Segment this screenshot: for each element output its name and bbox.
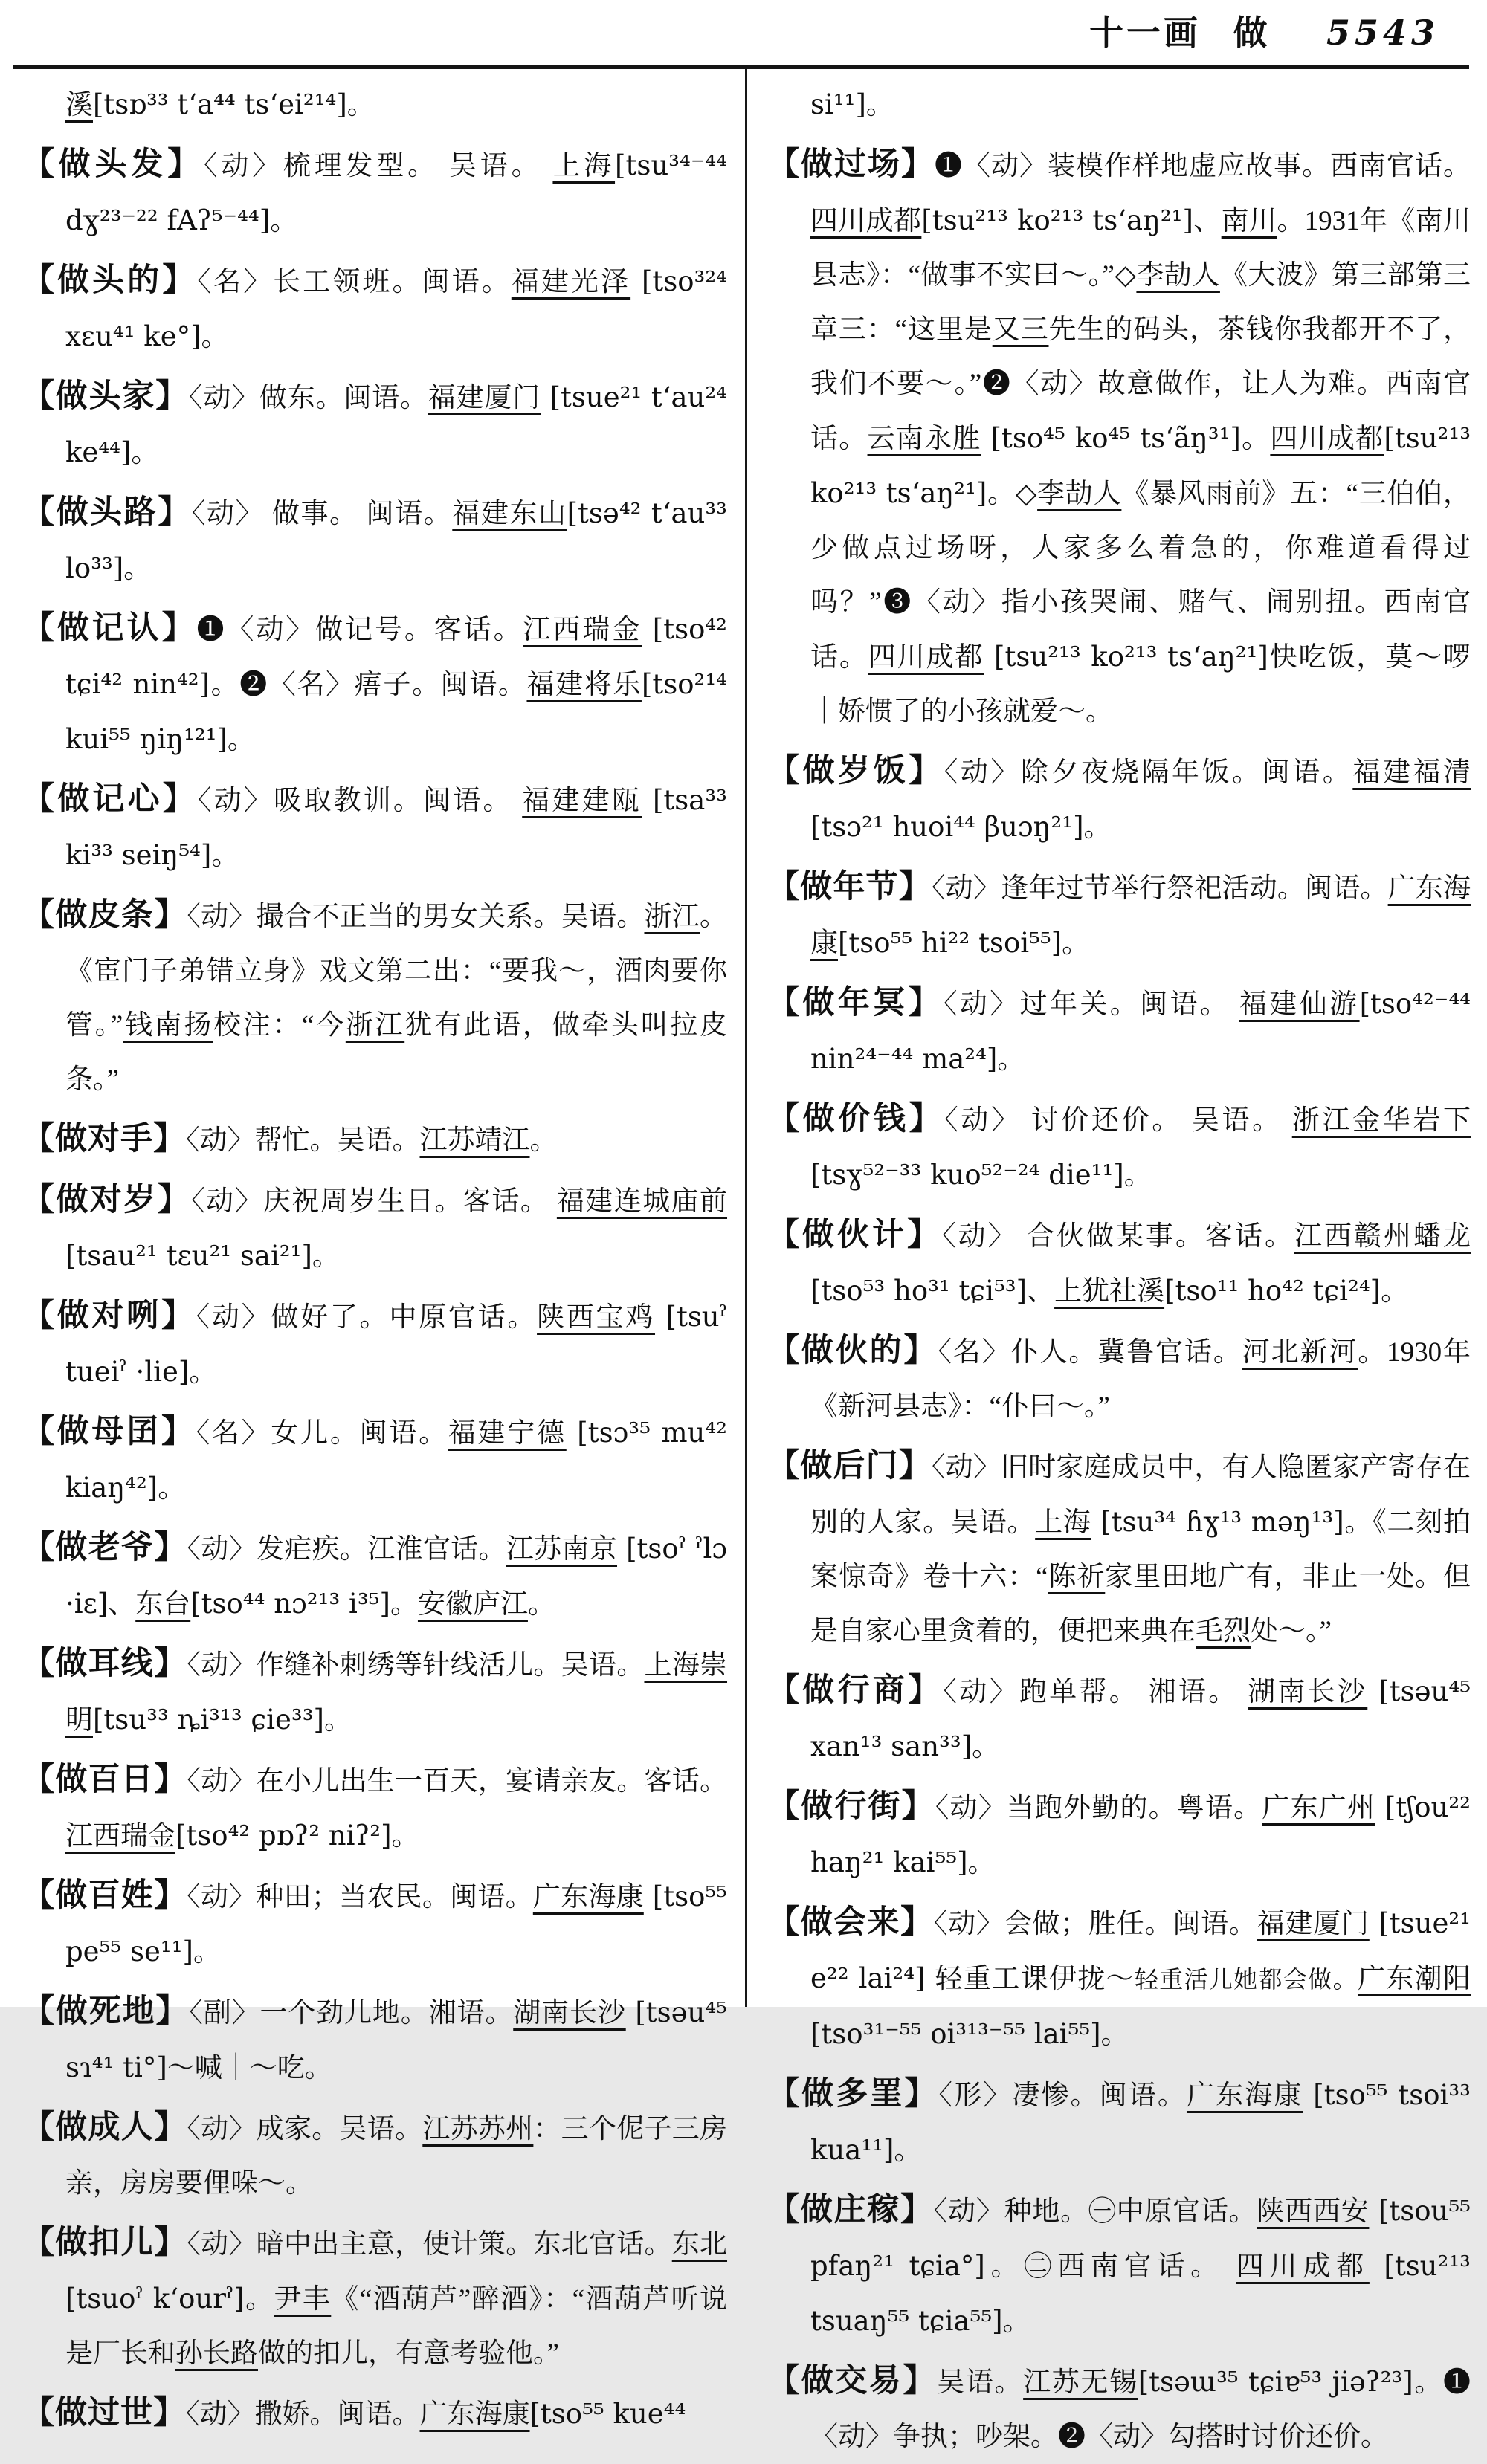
place-name: 上海	[1035, 1507, 1091, 1538]
phonetic-transcription: [tsu³⁴ ɦɣ¹³ məŋ¹³]。	[1091, 1506, 1373, 1538]
entry-text: 校注：“今	[213, 1010, 346, 1041]
entry-headword: 【做老爷】	[22, 1530, 187, 1565]
place-name: 上海	[552, 151, 616, 181]
entry-headword: 【做会来】	[767, 1905, 934, 1940]
entry-headword: 【做伙计】	[767, 1218, 943, 1252]
place-name: 福建将乐	[526, 670, 642, 700]
place-name: 四川成都	[868, 642, 984, 673]
entry-text: 〈动〉成家。吴语。	[187, 2114, 423, 2144]
phonetic-transcription: [tsəu⁴⁵ xan¹³ san³³]。	[810, 1675, 1471, 1762]
place-name: 李劼人	[1037, 479, 1122, 509]
entry-text: 〈动〉 做事。 闽语。	[191, 499, 453, 529]
place-name: 陈祈	[1048, 1562, 1106, 1592]
entry-text: 〈动〉 合伙做某事。客话。	[942, 1221, 1294, 1252]
entry-headword: 【做成人】	[22, 2110, 187, 2145]
phonetic-transcription: [tsa³³ ki³³ seiŋ⁵⁴]。	[65, 784, 727, 871]
phonetic-transcription: [tsu²¹³ tsuaŋ⁵⁵ tɕia⁵⁵]。	[810, 2250, 1471, 2337]
place-name: 安徽庐江	[417, 1589, 528, 1620]
place-name: 福建东山	[452, 499, 567, 529]
place-name: 河北新河	[1242, 1337, 1358, 1368]
entry-text: 〈动〉种地。㊀中原官话。	[933, 2196, 1257, 2227]
phonetic-transcription: [tsu³³ ȵi³¹³ ɕie³³]。	[93, 1704, 352, 1736]
entry-text: 《暴风雨前》五：“三伯伯，少做点过场呀，人家多么着急的，你难道看得过吗？”❸〈动〉指小孩哭闹、赌气、闹别扭。西南官话。	[810, 479, 1471, 673]
phonetic-transcription: [tsu²¹³ ko²¹³ ts‘aŋ²¹]。	[810, 422, 1471, 509]
place-name: 广东广州	[1262, 1793, 1375, 1823]
entry-text: 〈动〉发疟疾。江淮官话。	[187, 1534, 506, 1565]
entry-text: ❶〈动〉争执；吵架。❷〈动〉勾搭时讨价还价。	[810, 2367, 1471, 2452]
phonetic-transcription: [tsɒ³³ t‘a⁴⁴ ts‘ei²¹⁴]。	[93, 88, 375, 120]
place-name: 上海崇明	[65, 1650, 728, 1736]
phonetic-transcription: [tso²¹⁴ kui⁵⁵ ŋiŋ¹²¹]。	[65, 668, 728, 755]
entry-headword: 【做过世】	[22, 2396, 186, 2431]
dictionary-entry	[22, 1753, 727, 1863]
place-name: 溪	[65, 90, 93, 120]
entry-text: 。	[527, 1589, 555, 1620]
phonetic-transcription: [tso⁴⁴ nɔ²¹³ i³⁵]。	[190, 1588, 418, 1620]
phonetic-transcription: [tso³¹⁻⁵⁵ oi³¹³⁻⁵⁵ lai⁵⁵]。	[810, 2018, 1129, 2050]
entry-text: 〈动〉会做；胜任。闽语。	[933, 1909, 1257, 1939]
dictionary-entry	[767, 2067, 1471, 2178]
entry-headword: 【做头家】	[22, 379, 190, 414]
place-name: 四川成都	[1270, 424, 1384, 454]
phonetic-transcription: [tso⁵⁵ hi²² tsoi⁵⁵]。	[838, 927, 1090, 959]
place-name: 浙江	[644, 902, 700, 932]
page-number: 5543	[1326, 13, 1439, 53]
entry-text: 轻重工课伊拢～	[935, 1964, 1135, 1994]
entry-headword: 【做过场】	[767, 147, 935, 182]
place-name: 江苏苏州	[422, 2114, 534, 2144]
phonetic-transcription: [tso⁵⁵ kue⁴⁴	[529, 2398, 686, 2430]
place-name: 江苏无锡	[1023, 2367, 1138, 2398]
entry-headword: 【做行商】	[767, 1673, 944, 1708]
place-name: 江西瑞金	[65, 1821, 175, 1852]
entry-text: ❶〈动〉做记号。客话。	[196, 615, 523, 645]
entry-headword: 【做年冥】	[767, 986, 944, 1021]
place-name: 浙江	[345, 1010, 405, 1041]
place-name: 钱南扬	[123, 1010, 213, 1041]
entry-headword: 【做多罣】	[767, 2077, 939, 2112]
dictionary-entry	[22, 2386, 727, 2442]
entry-text: 。《宦门子弟错立身》戏文第二出：“要我～，酒肉要你管。”	[65, 902, 728, 1041]
place-name: 南川	[1221, 206, 1277, 236]
entry-text: ◇	[1015, 479, 1038, 509]
entry-text: 〈动〉过年关。闽语。	[943, 989, 1239, 1020]
entry-headword: 【做对咧】	[22, 1299, 196, 1333]
entry-text: 〈名〉女儿。闽语。	[196, 1418, 448, 1449]
entry-text: 〈动〉当跑外勤的。粤语。	[935, 1793, 1262, 1823]
dictionary-entry	[767, 2354, 1471, 2464]
phonetic-transcription: [tsoˀ ˀlɔ ·iɛ]、	[65, 1533, 728, 1620]
entry-headword: 【做百日】	[22, 1762, 187, 1797]
phonetic-transcription: [tsɔ²¹ huoi⁴⁴ βuɔŋ²¹]。	[810, 811, 1112, 843]
entry-headword: 【做交易】	[767, 2364, 938, 2399]
entry-text: 〈动〉暗中出主意，使计策。东北官话。	[187, 2229, 672, 2260]
entry-text: ：三个伲子三房亲，房房要俚哚～。	[65, 2114, 728, 2199]
entry-text: 〈动〉梳理发型。 吴语。	[204, 151, 553, 181]
place-name: 广东海康	[419, 2399, 530, 2430]
phonetic-transcription: si¹¹]。	[810, 88, 894, 120]
phonetic-transcription: [tsuoˀ k‘ourˀ]。	[65, 2283, 274, 2315]
dictionary-entry	[22, 1405, 727, 1516]
place-name: 四川成都	[810, 206, 922, 236]
entry-text: 先生的码头，茶钱你我都开不了，我们不要～。”❷〈动〉故意做作，让人为难。西南官话。	[810, 314, 1471, 454]
place-name: 陕西宝鸡	[537, 1302, 656, 1333]
entry-text: 〈动〉庆祝周岁生日。客话。	[191, 1186, 557, 1217]
entry-headword: 【做伙的】	[767, 1333, 938, 1368]
phonetic-transcription: [tso⁴²⁻⁴⁴ nin²⁴⁻⁴⁴ ma²⁴]。	[810, 988, 1471, 1075]
dictionary-entry	[22, 1289, 727, 1400]
place-name: 江西赣州蟠龙	[1294, 1221, 1471, 1252]
entry-headword: 【做百姓】	[22, 1878, 187, 1913]
entry-headword: 【做记心】	[22, 782, 199, 817]
place-name: 陕西西安	[1257, 2196, 1370, 2227]
phonetic-transcription: [tsɣ⁵²⁻³³ kuo⁵²⁻²⁴ die¹¹]。	[810, 1159, 1152, 1191]
dictionary-entry	[22, 1637, 727, 1747]
stroke-section-label: 十一画	[1088, 14, 1201, 52]
entry-text: 〈形〉凄惨。闽语。	[938, 2080, 1187, 2111]
place-name: 上犹社溪	[1054, 1276, 1165, 1307]
phonetic-transcription: [tso⁴⁵ ko⁴⁵ ts‘ãŋ³¹]。	[981, 422, 1271, 454]
entry-text: ❶〈动〉装模作样地虚应故事。西南官话。	[935, 151, 1471, 181]
phonetic-transcription: [tʃou²² haŋ²¹ kai⁵⁵]。	[810, 1791, 1471, 1878]
dictionary-entry	[767, 2183, 1471, 2349]
entry-text: ～喊｜～吃。	[167, 2053, 332, 2083]
phonetic-transcription: [tsə⁴² t‘au³³ lo³³]。	[65, 497, 728, 584]
place-name: 广东海康	[532, 1882, 644, 1912]
place-name: 广东海康	[1186, 2080, 1303, 2111]
dictionary-entry	[22, 1173, 727, 1284]
place-name: 湖南长沙	[1248, 1677, 1368, 1707]
entry-text: 〈动〉逢年过节举行祭祀活动。闽语。	[931, 873, 1388, 904]
entry-text: 〈动〉种田；当农民。闽语。	[187, 1882, 533, 1912]
dictionary-entry	[22, 1985, 727, 2095]
entry-headword: 【做年节】	[767, 870, 932, 905]
phonetic-transcription: [tso¹¹ ho⁴² tɕi²⁴]。	[1164, 1275, 1409, 1307]
phonetic-transcription: [tsue²¹ e²² lai²⁴]	[810, 1907, 1471, 1994]
entry-text: 。	[529, 1125, 558, 1156]
dictionary-entry	[767, 77, 1471, 132]
entry-text: 〈动〉作缝补刺绣等针线活儿。吴语。	[187, 1650, 645, 1681]
place-name: 李劼人	[1136, 260, 1220, 291]
dictionary-entry	[22, 1869, 727, 1979]
entry-text: 〈动〉撮合不正当的男女关系。吴语。	[187, 902, 645, 932]
header-rule	[13, 65, 1469, 69]
entry-headword: 【做扣儿】	[22, 2225, 187, 2260]
entry-text: 犹有此语，做牵头叫拉皮条。”	[65, 1010, 727, 1095]
dictionary-entry	[22, 77, 727, 132]
place-name: 福建建瓯	[522, 786, 642, 816]
head-character: 做	[1233, 14, 1271, 52]
dictionary-entry	[767, 1092, 1471, 1203]
place-name: 福建厦门	[1257, 1909, 1370, 1939]
dictionary-entry	[767, 744, 1471, 855]
entry-headword: 【做对手】	[22, 1122, 186, 1157]
place-name: 福建福清	[1352, 757, 1471, 788]
place-name: 毛烈	[1196, 1616, 1251, 1646]
dictionary-entry	[22, 888, 727, 1107]
phonetic-transcription: [tso⁵⁵ pe⁵⁵ se¹¹]。	[65, 1881, 728, 1967]
entry-text: 《“酒葫芦”醉酒》：“酒葫芦听说是厂长和	[65, 2284, 727, 2369]
entry-text: 〈名〉长工领班。闽语。	[197, 267, 512, 297]
entry-headword: 【做行街】	[767, 1789, 935, 1824]
phonetic-transcription: [tsau²¹ tɛu²¹ sai²¹]。	[65, 1240, 340, 1272]
entry-text: 〈动〉 讨价还价。 吴语。	[944, 1105, 1292, 1136]
entry-text: 〈动〉撒娇。闽语。	[186, 2399, 420, 2430]
dictionary-entry	[22, 2216, 727, 2381]
entry-text: 《大波》第三部第三章三：“这里是	[810, 260, 1471, 345]
entry-headword: 【做死地】	[22, 1994, 190, 2029]
dictionary-entry	[22, 369, 727, 480]
entry-text: 快吃饭，莫～啰｜娇惯了的小孩就爱～。	[810, 642, 1471, 727]
entry-text: 《二刻拍案惊奇》卷十六：“	[810, 1507, 1471, 1592]
gloss-note: 轻重活儿她都会做。	[1134, 1966, 1358, 1993]
entry-headword: 【做母囝】	[22, 1414, 196, 1449]
column-divider	[745, 69, 747, 2007]
dictionary-entry	[767, 1439, 1471, 1658]
place-name: 江西瑞金	[523, 615, 642, 645]
place-name: 广东潮阳	[1357, 1964, 1471, 1994]
place-name: 四川成都	[1236, 2251, 1370, 2282]
phonetic-transcription: [tso³²⁴ xɛu⁴¹ ke°]。	[65, 265, 728, 352]
entry-headword: 【做头发】	[22, 147, 204, 182]
place-name: 江苏靖江	[419, 1125, 530, 1156]
entry-headword: 【做皮条】	[22, 898, 187, 933]
entry-headword: 【做头路】	[22, 495, 192, 530]
entry-text: 〈副〉一个劲儿地。湘语。	[189, 1998, 514, 2028]
place-name: 尹丰	[274, 2284, 332, 2315]
place-name: 福建宁德	[448, 1418, 567, 1449]
entry-text: ❷〈名〉痦子。闽语。	[239, 670, 527, 700]
phonetic-transcription: [tso⁴² pɒʔ² niʔ²]。	[175, 1820, 419, 1852]
entry-headword: 【做价钱】	[767, 1102, 945, 1136]
place-name: 湖南长沙	[513, 1998, 626, 2028]
entry-text: 〈动〉跑单帮。 湘语。	[943, 1677, 1248, 1707]
phonetic-transcription: [tsu³⁴⁻⁴⁴ dɣ²³⁻²² fAʔ⁵⁻⁴⁴]。	[65, 149, 728, 236]
entry-text: 。1931年《南川县志》：“做事不实曰～。”◇	[810, 206, 1471, 291]
entry-headword: 【做岁饭】	[767, 754, 944, 789]
place-name: 东台	[135, 1589, 191, 1620]
entry-text: 〈名〉仆人。冀鲁官话。	[938, 1337, 1242, 1368]
entry-text: 〈动〉除夕夜烧隔年饭。闽语。	[944, 757, 1353, 788]
dictionary-entry	[767, 1663, 1471, 1774]
entry-headword: 【做耳线】	[22, 1646, 187, 1681]
place-name: 福建厦门	[428, 383, 541, 413]
phonetic-transcription: [tsu²¹³ ko²¹³ ts‘aŋ²¹]	[984, 641, 1268, 673]
place-name: 广东海康	[810, 873, 1471, 959]
entry-headword: 【做庄稼】	[767, 2193, 934, 2228]
dictionary-entry	[22, 772, 727, 883]
entry-headword: 【做后门】	[767, 1449, 932, 1484]
dictionary-entry	[22, 253, 727, 364]
dictionary-entry	[22, 1112, 727, 1168]
place-name: 又三	[992, 314, 1049, 345]
phonetic-transcription: [tsəu⁴⁵ sɿ⁴¹ ti°]	[65, 1996, 728, 2083]
place-name: 浙江金华岩下	[1291, 1105, 1471, 1136]
phonetic-transcription: [tso⁵⁵ tsoi³³ kua¹¹]。	[810, 2079, 1471, 2166]
dictionary-entry	[767, 138, 1471, 739]
dictionary-entry	[22, 601, 727, 767]
entry-headword: 【做对岁】	[22, 1183, 192, 1218]
place-name: 福建仙游	[1239, 989, 1360, 1020]
entry-text: 家里田地广有，非止一处。但是自家心里贪着的，便把来典在	[810, 1562, 1471, 1646]
dictionary-entry	[767, 860, 1471, 971]
phonetic-transcription: [tsue²¹ t‘au²⁴ ke⁴⁴]。	[65, 381, 728, 468]
phonetic-transcription: [tsou⁵⁵ pfaŋ²¹ tɕia°]。	[810, 2195, 1471, 2282]
dictionary-entry	[767, 1208, 1471, 1319]
dictionary-entry	[767, 1895, 1471, 2062]
place-name: 福建连城庙前	[556, 1186, 728, 1217]
left-column	[22, 77, 728, 2431]
place-name: 福建光泽	[511, 267, 631, 297]
phonetic-transcription: [tso⁵³ ho³¹ tɕi⁵³]、	[810, 1275, 1055, 1307]
dictionary-entry	[22, 485, 727, 596]
entry-text: 吴语。	[937, 2367, 1024, 2398]
entry-text: 〈动〉旧时家庭成员中，有人隐匿家产寄存在别的人家。吴语。	[810, 1452, 1471, 1538]
entry-text: 〈动〉吸取教训。闽语。	[198, 786, 523, 816]
entry-text: 做的扣儿，有意考验他。”	[258, 2338, 559, 2369]
entry-text: 。1930年《新河县志》：“仆曰～。”	[810, 1337, 1471, 1422]
place-name: 江苏南京	[506, 1534, 618, 1565]
place-name: 孙长路	[175, 2338, 258, 2369]
entry-text: 〈动〉帮忙。吴语。	[186, 1125, 420, 1156]
entry-headword: 【做记认】	[22, 611, 197, 646]
entry-text: 〈动〉做东。闽语。	[189, 383, 428, 413]
place-name: 云南永胜	[867, 424, 981, 454]
entry-headword: 【做头的】	[22, 263, 198, 298]
dictionary-entry	[767, 976, 1471, 1087]
dictionary-entry	[22, 138, 727, 248]
phonetic-transcription: [tsu²¹³ ko²¹³ ts‘aŋ²¹]、	[921, 204, 1222, 236]
phonetic-transcription: [tsɔ³⁵ mu⁴² kiaŋ⁴²]。	[65, 1417, 728, 1504]
dictionary-entry	[22, 2101, 727, 2211]
entry-text: 〈动〉做好了。中原官话。	[196, 1302, 538, 1333]
dictionary-entry	[22, 1521, 727, 1632]
entry-text: 处～。”	[1251, 1616, 1332, 1646]
page-header	[0, 6, 1439, 55]
right-column	[767, 77, 1471, 2452]
dictionary-entry	[767, 1324, 1471, 1434]
entry-text: ㊁西南官话。	[1024, 2251, 1236, 2282]
dictionary-entry	[767, 1779, 1471, 1890]
place-name: 东北	[671, 2229, 728, 2260]
entry-text: 〈动〉在小儿出生一百天，宴请亲友。客话。	[187, 1766, 728, 1797]
phonetic-transcription: [tsəɯ³⁵ tɕiɐ⁵³ jiəʔ²³]。	[1138, 2366, 1443, 2398]
phonetic-transcription: [tso⁴² tɕi⁴² nin⁴²]。	[65, 613, 728, 700]
phonetic-transcription: [tsuˀ tueiˀ ·lie]。	[65, 1301, 728, 1388]
